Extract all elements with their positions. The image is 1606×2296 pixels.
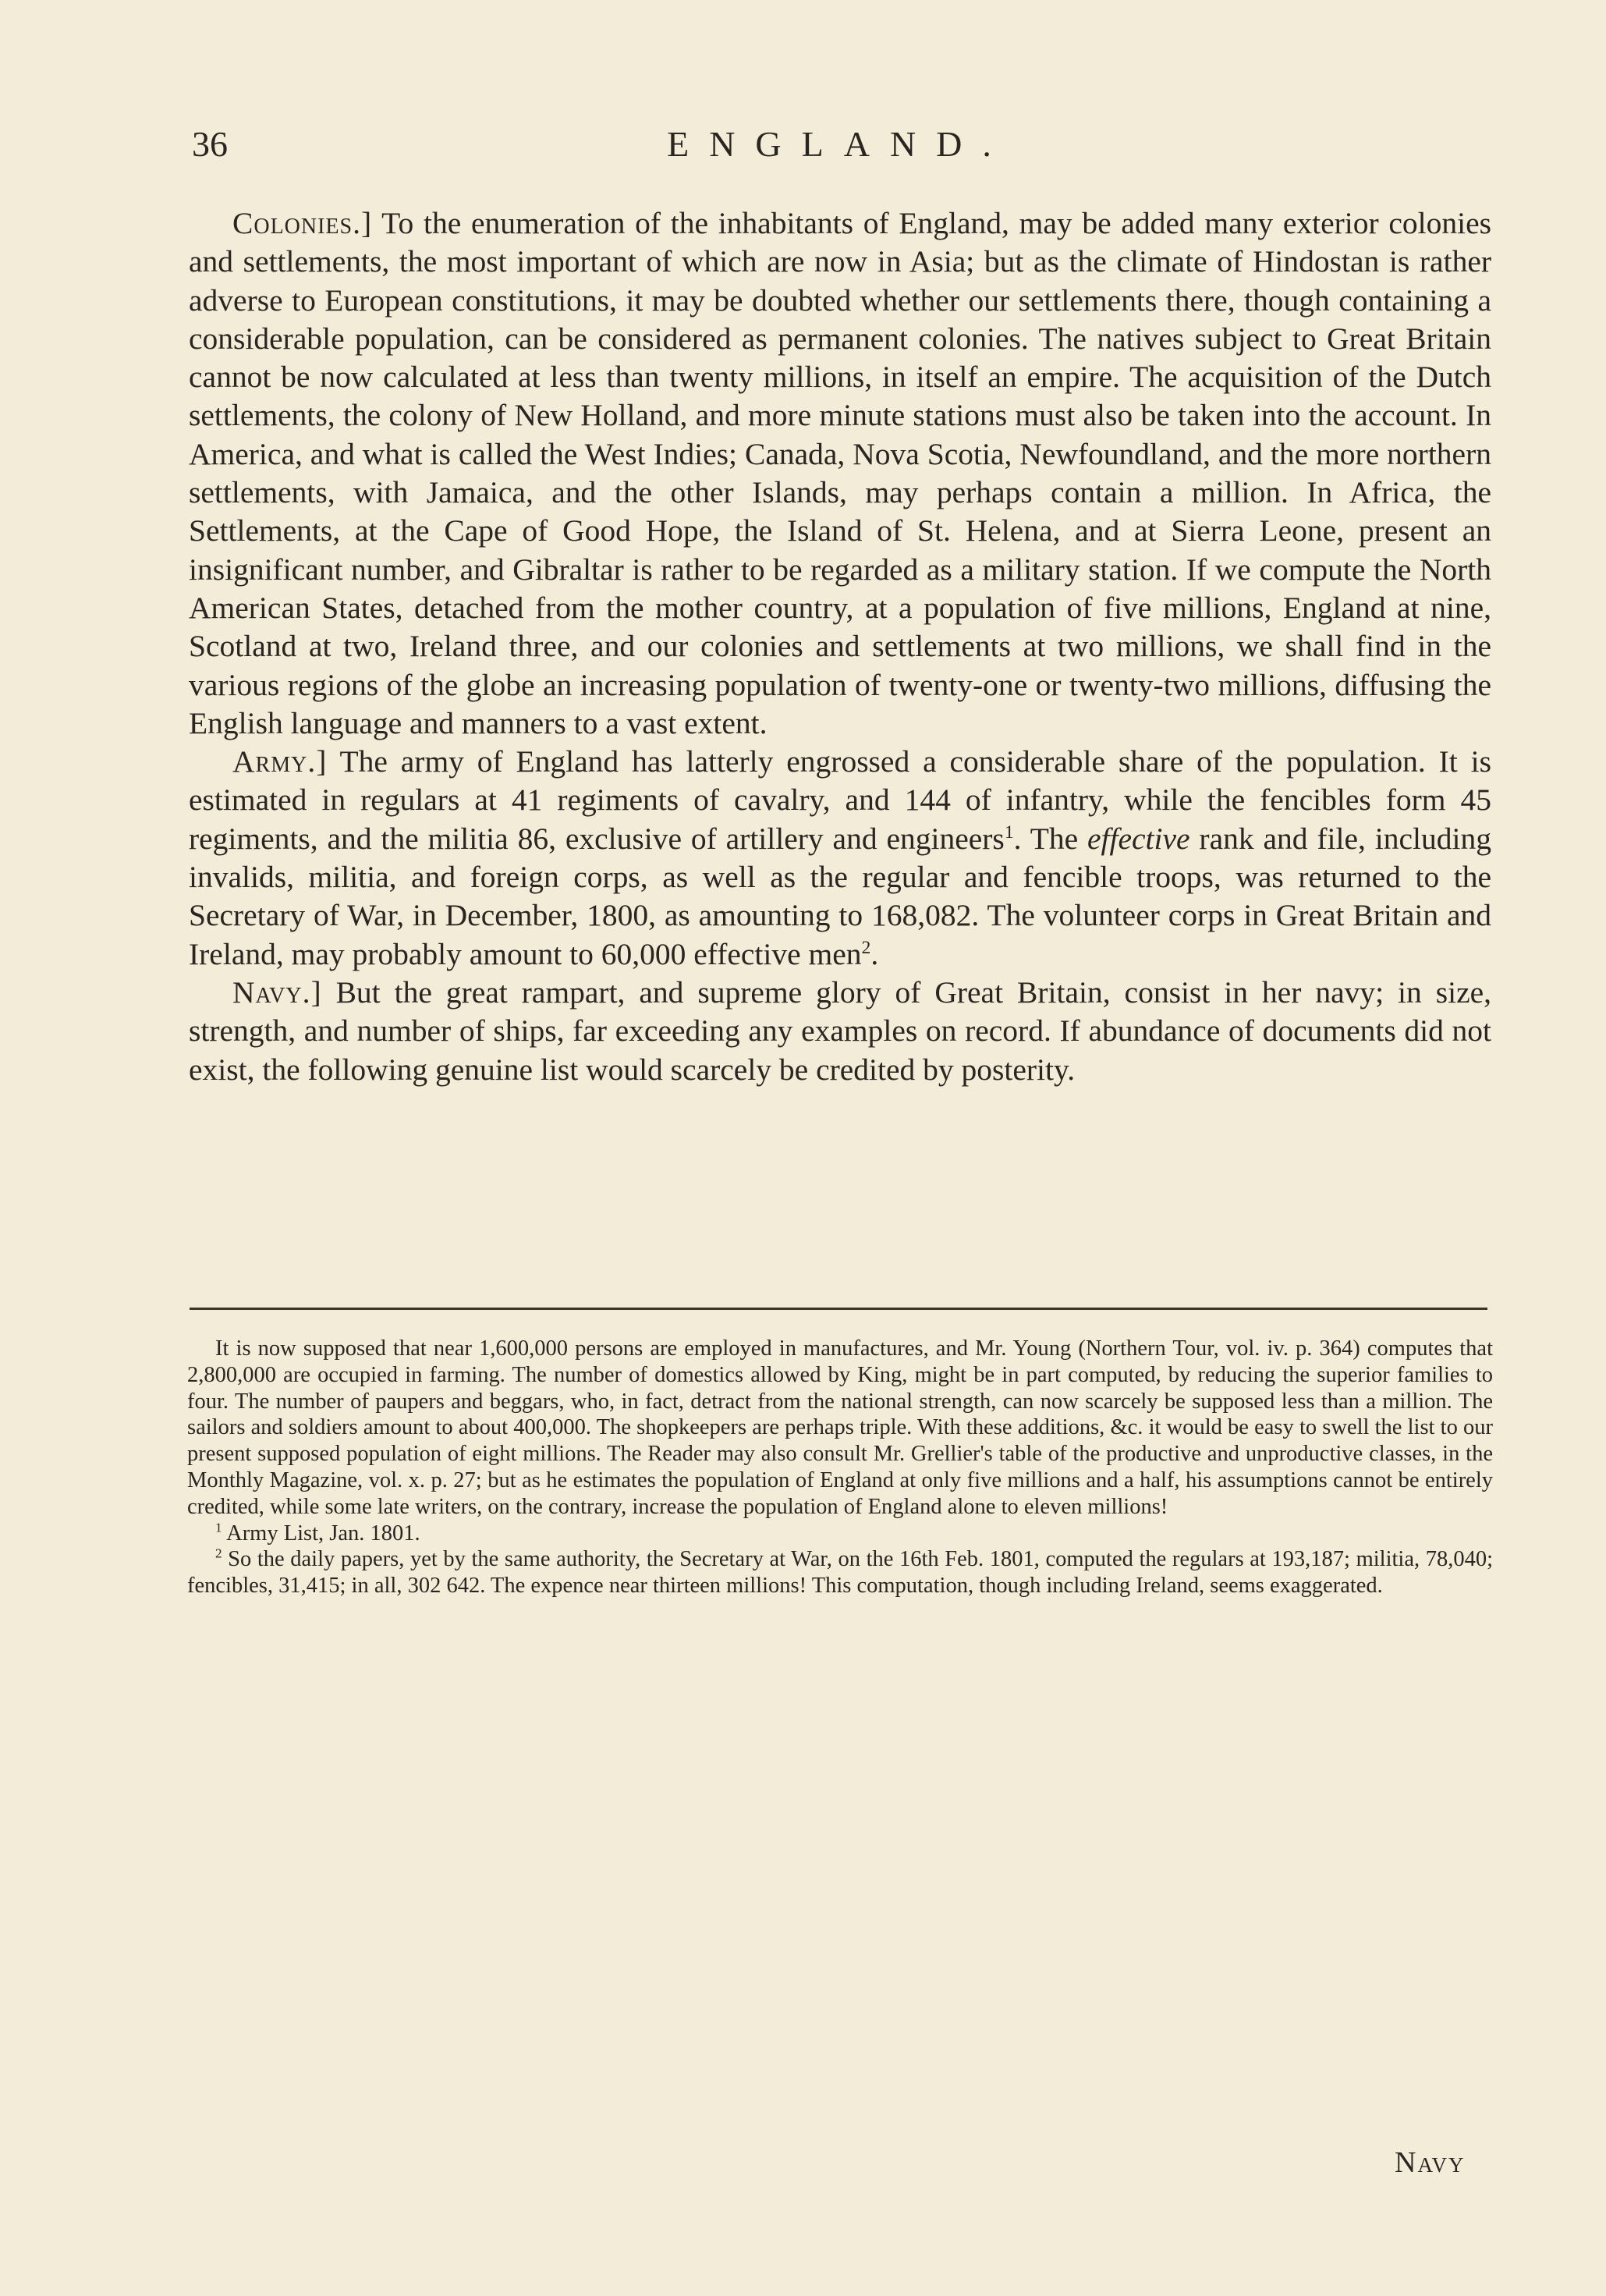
paragraph-text: rank and file, including invalids, militia, and foreign corps, as well as the regular and fencible troops, was returned to the Secretary of War, in December, 1800, as amounting to 168,082. The volunteer corps in Great Britain and Ireland, may probably amount to 60,000 effective men xyxy=(189,821,1491,971)
paragraph-text: The army of England has latterly engrossed a considerable share of the population. It is estimated in regulars at 41 regiments of cavalry, and 144 of infantry, while the fencibles form 45 regiments, and the militia 86, exclusive of artillery and engineers xyxy=(189,744,1491,856)
main-text xyxy=(189,204,1491,1089)
paragraph-army xyxy=(189,743,1491,974)
footnote-ref: 2 xyxy=(861,937,871,958)
running-title: ENGLAND. xyxy=(667,124,1012,164)
paragraph-text: But the great rampart, and supreme glory of Great Britain, consist in her navy; in size, strength, and number of ships, far exceeding any examples on record. If abundance of documents did not exist, the following genuine list would scarcely be credited by posterity. xyxy=(189,974,1492,1087)
footnotes xyxy=(187,1336,1493,1599)
footnote-2 xyxy=(187,1546,1493,1599)
footnote-mark: 1 xyxy=(215,1520,222,1535)
paragraph-navy xyxy=(189,974,1491,1089)
page-number: 36 xyxy=(192,124,228,164)
paragraph-text: To the enumeration of the inhabitants of England, may be added many exterior colonies and settlements, the most important of which are now in Asia; but as the climate of Hindostan is rather adverse to European constitutions, it may be doubted whether our settlements there, though containing a considerable population, can be considered as permanent colonies. The natives subject to Great Britain cannot be now calculated at less than twenty millions, in itself an empire. The acquisition of the Dutch settlements, the colony of New Holland, and more minute stations must also be taken into the account. In America, and what is called the West Indies; Canada, Nova Scotia, Newfoundland, and the more northern settlements, with Jamaica, and the other Islands, may perhaps contain a million. In Africa, the Settlements, at the Cape of Good Hope, the Island of St. Helena, and at Sierra Leone, present an insignificant number, and Gibraltar is rather to be regarded as a military station. If we compute the North American States, detached from the mother country, at a population of five millions, England at nine, Scotland at two, Ireland three, and our colonies and settlements at two millions, we shall find in the various regions of the globe an increasing population of twenty-one or twenty-two millions, diffusing the English language and manners to a vast extent. xyxy=(189,206,1491,740)
catchword: Navy xyxy=(1395,2146,1466,2179)
paragraph-text: . The xyxy=(1013,821,1087,856)
emphasis-word: effective xyxy=(1087,821,1190,856)
footnote-1 xyxy=(187,1521,1493,1547)
footnote-text: So the daily papers, yet by the same authority, the Secretary at War, on the 16th Feb. 1801, computed the regulars at 193,187; militia, 78,040; fencibles, 31,415; in all, 302 642. The expence near thirteen millions! This computation, though including Ireland, seems exaggerated. xyxy=(187,1547,1494,1599)
page-header xyxy=(192,123,1487,170)
footnote-text: Army List, Jan. 1801. xyxy=(226,1521,420,1545)
side-heading-army: Army.] xyxy=(232,744,328,779)
side-heading-navy: Navy.] xyxy=(232,974,322,1010)
paragraph-text: . xyxy=(870,936,879,971)
footnote-ref: 1 xyxy=(1004,822,1014,843)
footnote-divider xyxy=(190,1308,1487,1310)
side-heading-colonies: Colonies.] xyxy=(232,206,373,240)
footnote-0: It is now supposed that near 1,600,000 persons are employed in manufactures, and Mr. Young (Northern Tour, vol. iv. p. 364) computes that 2,800,000 are occupied in farming. The number of domestics allowed by King, might be in part computed, by reducing the superior families to four. The number of paupers and beggars, who, in fact, detract from the national strength, can now scarcely be supposed less than a million. The sailors and soldiers amount to about 400,000. The shopkeepers are perhaps triple. With these additions, &c. it would be easy to swell the list to our present supposed population of eight millions. The Reader may also consult Mr. Grellier's table of the productive and unproductive classes, in the Monthly Magazine, vol. x. p. 27; but as he estimates the population of England at only five millions and a half, his assumptions cannot be entirely credited, while some late writers, on the contrary, increase the population of England alone to eleven millions! xyxy=(187,1336,1493,1519)
paragraph-colonies xyxy=(189,204,1491,743)
footnote-mark: 2 xyxy=(215,1545,222,1561)
